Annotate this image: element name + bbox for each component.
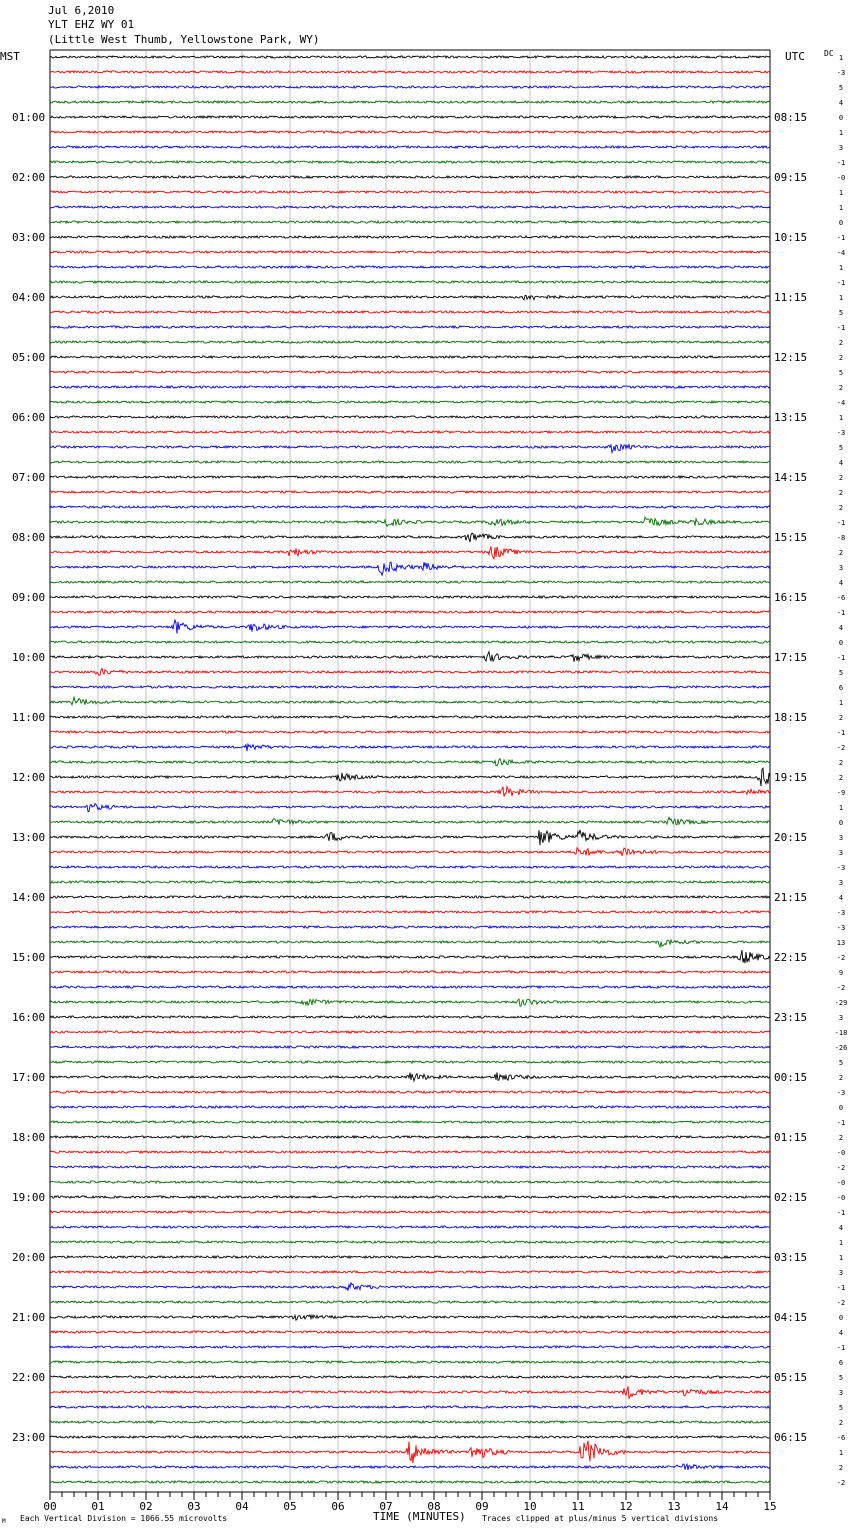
- hour-label-right: 06:15: [774, 1431, 808, 1444]
- hour-label-left: 16:00: [12, 1011, 46, 1024]
- dc-offset-label: 0: [838, 819, 844, 827]
- trace-line: [50, 1136, 770, 1138]
- hour-label-left: 23:00: [12, 1431, 46, 1444]
- dc-offset-label: 0: [838, 639, 844, 647]
- hour-label-left: 03:00: [12, 231, 46, 244]
- trace-line: [50, 326, 770, 328]
- dc-offset-label: 0: [838, 114, 844, 122]
- trace-line: [50, 817, 770, 824]
- hour-label-left: 17:00: [12, 1071, 46, 1084]
- trace-line: [50, 1481, 770, 1483]
- dc-offset-label: 5: [838, 84, 844, 92]
- trace-line: [50, 999, 770, 1006]
- dc-offset-label: 1: [838, 294, 844, 302]
- dc-offset-label: 1: [838, 129, 844, 137]
- trace-line: [50, 401, 770, 403]
- dc-offset-label: -3: [836, 429, 846, 437]
- scale-note: Each Vertical Division = 1066.55 microvolts: [20, 1514, 228, 1523]
- trace-line: [50, 461, 770, 463]
- hour-label-left: 04:00: [12, 291, 46, 304]
- dc-offset-label: -1: [836, 519, 846, 527]
- trace-line: [50, 620, 770, 634]
- hour-label-left: 08:00: [12, 531, 46, 544]
- dc-offset-label: -29: [834, 999, 848, 1007]
- dc-offset-label: 0: [838, 1104, 844, 1112]
- dc-offset-label: 1: [838, 264, 844, 272]
- hour-label-left: 15:00: [12, 951, 46, 964]
- trace-line: [50, 131, 770, 133]
- dc-offset-label: 0: [838, 219, 844, 227]
- dc-offset-label: 3: [838, 564, 844, 572]
- hour-label-right: 11:15: [774, 291, 808, 304]
- trace-line: [50, 986, 770, 988]
- hour-label-left: 10:00: [12, 651, 46, 664]
- trace-line: [50, 386, 770, 388]
- trace-line: [50, 686, 770, 688]
- trace-line: [50, 161, 770, 163]
- dc-offset-label: 2: [838, 714, 844, 722]
- dc-offset-header: DC: [824, 49, 834, 58]
- hour-label-right: 04:15: [774, 1311, 808, 1324]
- x-tick-label: 04: [235, 1500, 249, 1513]
- hour-label-right: 22:15: [774, 951, 808, 964]
- trace-line: [50, 281, 770, 283]
- dc-offset-label: -26: [834, 1044, 848, 1052]
- hour-label-right: 19:15: [774, 771, 808, 784]
- hour-label-right: 08:15: [774, 111, 808, 124]
- hour-label-left: 14:00: [12, 891, 46, 904]
- trace-line: [50, 431, 770, 433]
- x-tick-label: 03: [187, 1500, 201, 1513]
- dc-offset-label: -2: [836, 984, 846, 992]
- dc-offset-label: 1: [838, 204, 844, 212]
- trace-line: [50, 1376, 770, 1378]
- dc-offset-label: 2: [838, 489, 844, 497]
- dc-offset-label: -0: [836, 174, 846, 182]
- dc-offset-label: 5: [838, 309, 844, 317]
- trace-line: [50, 911, 770, 913]
- hour-label-right: 00:15: [774, 1071, 808, 1084]
- dc-offset-label: 6: [838, 1359, 844, 1367]
- dc-offset-label: 5: [838, 1404, 844, 1412]
- dc-offset-label: 5: [838, 1059, 844, 1067]
- hour-label-right: 17:15: [774, 651, 808, 664]
- x-tick-label: 05: [283, 1500, 297, 1513]
- trace-line: [50, 641, 770, 643]
- trace-line: [50, 71, 770, 73]
- trace-line: [50, 341, 770, 343]
- dc-offset-label: 3: [838, 849, 844, 857]
- dc-offset-label: 1: [838, 804, 844, 812]
- trace-line: [50, 652, 770, 662]
- trace-line: [50, 669, 770, 676]
- dc-offset-label: 2: [838, 504, 844, 512]
- trace-line: [50, 1151, 770, 1153]
- hour-label-right: 14:15: [774, 471, 808, 484]
- dc-offset-label: 3: [838, 834, 844, 842]
- trace-line: [50, 1196, 770, 1198]
- trace-line: [50, 940, 770, 947]
- dc-offset-label: 3: [838, 1014, 844, 1022]
- dc-offset-label: -1: [836, 609, 846, 617]
- dc-offset-label: -9: [836, 789, 846, 797]
- x-tick-label: 12: [619, 1500, 633, 1513]
- dc-offset-label: 5: [838, 1374, 844, 1382]
- hour-label-right: 23:15: [774, 1011, 808, 1024]
- dc-offset-label: -4: [836, 399, 846, 407]
- hour-label-right: 09:15: [774, 171, 808, 184]
- trace-line: [50, 1331, 770, 1333]
- timezone-right-label: UTC: [785, 50, 805, 63]
- x-axis-label: TIME (MINUTES): [373, 1510, 466, 1523]
- dc-offset-label: -1: [836, 1284, 846, 1292]
- dc-offset-label: 2: [838, 1419, 844, 1427]
- dc-offset-label: 3: [838, 879, 844, 887]
- station-location: (Little West Thumb, Yellowstone Park, WY): [48, 33, 320, 46]
- dc-offset-label: 6: [838, 684, 844, 692]
- trace-line: [50, 697, 770, 705]
- trace-line: [50, 866, 770, 868]
- x-tick-label: 09: [475, 1500, 489, 1513]
- trace-line: [50, 881, 770, 883]
- x-tick-label: 07: [379, 1500, 393, 1513]
- hour-label-left: 18:00: [12, 1131, 46, 1144]
- trace-line: [50, 266, 770, 268]
- hour-label-right: 15:15: [774, 531, 808, 544]
- trace-line: [50, 1106, 770, 1108]
- station-code: YLT EHZ WY 01: [48, 18, 135, 31]
- trace-line: [50, 371, 770, 373]
- dc-offset-label: 1: [838, 1449, 844, 1457]
- trace-line: [50, 476, 770, 478]
- dc-offset-label: -2: [836, 954, 846, 962]
- trace-line: [50, 116, 770, 118]
- hour-label-right: 12:15: [774, 351, 808, 364]
- dc-offset-label: 1: [838, 699, 844, 707]
- trace-line: [50, 1301, 770, 1303]
- dc-offset-label: 2: [838, 549, 844, 557]
- trace-line: [50, 416, 770, 418]
- dc-offset-label: 2: [838, 774, 844, 782]
- trace-line: [50, 1241, 770, 1243]
- dc-offset-label: 2: [838, 759, 844, 767]
- corner-mark: M: [2, 1518, 6, 1525]
- dc-offset-label: 4: [838, 624, 844, 632]
- dc-offset-label: -1: [836, 1209, 846, 1217]
- hour-label-left: 12:00: [12, 771, 46, 784]
- dc-offset-label: 4: [838, 1224, 844, 1232]
- dc-offset-label: 5: [838, 369, 844, 377]
- dc-offset-label: 0: [838, 1314, 844, 1322]
- trace-line: [50, 759, 770, 766]
- dc-offset-label: 13: [836, 939, 846, 947]
- dc-offset-label: -3: [836, 69, 846, 77]
- trace-line: [50, 1256, 770, 1258]
- dc-offset-label: -6: [836, 594, 846, 602]
- trace-line: [50, 611, 770, 613]
- trace-line: [50, 1346, 770, 1348]
- trace-line: [50, 445, 770, 453]
- trace-line: [50, 971, 770, 973]
- hour-label-left: 20:00: [12, 1251, 46, 1264]
- x-tick-label: 02: [139, 1500, 153, 1513]
- trace-line: [50, 768, 770, 786]
- trace-line: [50, 562, 770, 575]
- trace-line: [50, 1072, 770, 1081]
- dc-offset-label: -3: [836, 1089, 846, 1097]
- trace-line: [50, 1271, 770, 1273]
- trace-line: [50, 896, 770, 898]
- x-tick-label: 06: [331, 1500, 345, 1513]
- hour-label-left: 01:00: [12, 111, 46, 124]
- clip-note: Traces clipped at plus/minus 5 vertical divisions: [482, 1514, 719, 1523]
- dc-offset-label: -0: [836, 1149, 846, 1157]
- trace-line: [50, 830, 770, 845]
- x-tick-label: 10: [523, 1500, 537, 1513]
- trace-line: [50, 716, 770, 718]
- dc-offset-label: -2: [836, 1479, 846, 1487]
- trace-line: [50, 1361, 770, 1363]
- trace-line: [50, 950, 770, 963]
- trace-line: [50, 533, 770, 542]
- dc-offset-label: 1: [838, 1254, 844, 1262]
- dc-offset-label: 1: [838, 414, 844, 422]
- x-tick-label: 14: [715, 1500, 729, 1513]
- trace-line: [50, 1166, 770, 1168]
- x-tick-label: 15: [763, 1500, 777, 1513]
- dc-offset-label: 4: [838, 579, 844, 587]
- dc-offset-label: 3: [838, 1269, 844, 1277]
- trace-line: [50, 221, 770, 223]
- dc-offset-label: 2: [838, 474, 844, 482]
- dc-offset-label: -18: [834, 1029, 848, 1037]
- hour-label-left: 21:00: [12, 1311, 46, 1324]
- dc-offset-label: -1: [836, 279, 846, 287]
- trace-line: [50, 311, 770, 313]
- trace-line: [50, 1031, 770, 1033]
- dc-offset-label: -3: [836, 864, 846, 872]
- trace-line: [50, 1046, 770, 1048]
- trace-line: [50, 1421, 770, 1423]
- trace-line: [50, 356, 770, 358]
- hour-label-right: 02:15: [774, 1191, 808, 1204]
- hour-label-left: 11:00: [12, 711, 46, 724]
- trace-line: [50, 787, 770, 797]
- x-tick-label: 13: [667, 1500, 681, 1513]
- trace-line: [50, 1016, 770, 1018]
- dc-offset-label: 2: [838, 1464, 844, 1472]
- dc-offset-label: -1: [836, 324, 846, 332]
- trace-line: [50, 86, 770, 88]
- trace-line: [50, 1283, 770, 1291]
- dc-offset-label: -2: [836, 1164, 846, 1172]
- trace-line: [50, 596, 770, 598]
- dc-offset-label: -1: [836, 159, 846, 167]
- trace-line: [50, 146, 770, 148]
- dc-offset-label: -1: [836, 234, 846, 242]
- hour-label-right: 16:15: [774, 591, 808, 604]
- trace-line: [50, 848, 770, 856]
- trace-line: [50, 926, 770, 928]
- trace-line: [50, 804, 770, 812]
- trace-line: [50, 176, 770, 178]
- trace-line: [50, 1181, 770, 1183]
- plot-date: Jul 6,2010: [48, 4, 115, 17]
- dc-offset-label: 2: [838, 354, 844, 362]
- trace-line: [50, 491, 770, 493]
- trace-line: [50, 191, 770, 193]
- dc-offset-label: -4: [836, 249, 846, 257]
- trace-line: [50, 1091, 770, 1093]
- dc-offset-label: 4: [838, 99, 844, 107]
- dc-offset-label: 5: [838, 444, 844, 452]
- hour-label-left: 05:00: [12, 351, 46, 364]
- hour-label-left: 06:00: [12, 411, 46, 424]
- dc-offset-label: 4: [838, 459, 844, 467]
- trace-line: [50, 1211, 770, 1213]
- trace-line: [50, 1226, 770, 1228]
- dc-offset-label: -2: [836, 744, 846, 752]
- hour-label-right: 03:15: [774, 1251, 808, 1264]
- dc-offset-label: -3: [836, 909, 846, 917]
- hour-label-right: 10:15: [774, 231, 808, 244]
- dc-offset-label: 1: [838, 189, 844, 197]
- hour-label-left: 22:00: [12, 1371, 46, 1384]
- x-tick-label: 00: [43, 1500, 57, 1513]
- hour-label-right: 20:15: [774, 831, 808, 844]
- trace-line: [50, 295, 770, 300]
- trace-line: [50, 236, 770, 238]
- dc-offset-label: -1: [836, 654, 846, 662]
- trace-line: [50, 506, 770, 508]
- dc-offset-label: 1: [838, 1239, 844, 1247]
- x-tick-label: 01: [91, 1500, 105, 1513]
- dc-offset-label: 3: [838, 144, 844, 152]
- hour-label-right: 05:15: [774, 1371, 808, 1384]
- dc-offset-label: 2: [838, 339, 844, 347]
- dc-offset-label: 2: [838, 1074, 844, 1082]
- x-tick-label: 11: [571, 1500, 585, 1513]
- trace-line: [50, 1121, 770, 1123]
- hour-label-right: 18:15: [774, 711, 808, 724]
- trace-line: [50, 546, 770, 559]
- dc-offset-label: -1: [836, 1344, 846, 1352]
- trace-line: [50, 1315, 770, 1320]
- dc-offset-label: 3: [838, 1389, 844, 1397]
- dc-offset-label: -1: [836, 1119, 846, 1127]
- trace-line: [50, 56, 770, 58]
- dc-offset-label: -3: [836, 924, 846, 932]
- trace-line: [50, 1464, 770, 1470]
- dc-offset-label: 2: [838, 384, 844, 392]
- dc-offset-label: -8: [836, 534, 846, 542]
- trace-line: [50, 206, 770, 208]
- hour-label-left: 07:00: [12, 471, 46, 484]
- dc-offset-label: -0: [836, 1179, 846, 1187]
- trace-line: [50, 101, 770, 103]
- dc-offset-label: 2: [838, 1134, 844, 1142]
- trace-line: [50, 1061, 770, 1063]
- hour-label-left: 13:00: [12, 831, 46, 844]
- trace-line: [50, 1406, 770, 1408]
- trace-line: [50, 581, 770, 583]
- trace-line: [50, 744, 770, 751]
- dc-offset-label: -6: [836, 1434, 846, 1442]
- trace-line: [50, 251, 770, 253]
- hour-label-right: 21:15: [774, 891, 808, 904]
- trace-line: [50, 1436, 770, 1438]
- dc-offset-label: -2: [836, 1299, 846, 1307]
- trace-line: [50, 1441, 770, 1463]
- dc-offset-label: 4: [838, 1329, 844, 1337]
- x-tick-label: 08: [427, 1500, 441, 1513]
- timezone-left-label: MST: [0, 50, 20, 63]
- trace-line: [50, 731, 770, 733]
- dc-offset-label: 4: [838, 894, 844, 902]
- hour-label-left: 09:00: [12, 591, 46, 604]
- dc-offset-label: -1: [836, 729, 846, 737]
- hour-label-right: 01:15: [774, 1131, 808, 1144]
- hour-label-right: 13:15: [774, 411, 808, 424]
- dc-offset-label: 1: [838, 54, 844, 62]
- trace-line: [50, 1386, 770, 1398]
- hour-label-left: 19:00: [12, 1191, 46, 1204]
- dc-offset-label: 9: [838, 969, 844, 977]
- dc-offset-label: 5: [838, 669, 844, 677]
- hour-label-left: 02:00: [12, 171, 46, 184]
- dc-offset-label: -0: [836, 1194, 846, 1202]
- trace-line: [50, 517, 770, 526]
